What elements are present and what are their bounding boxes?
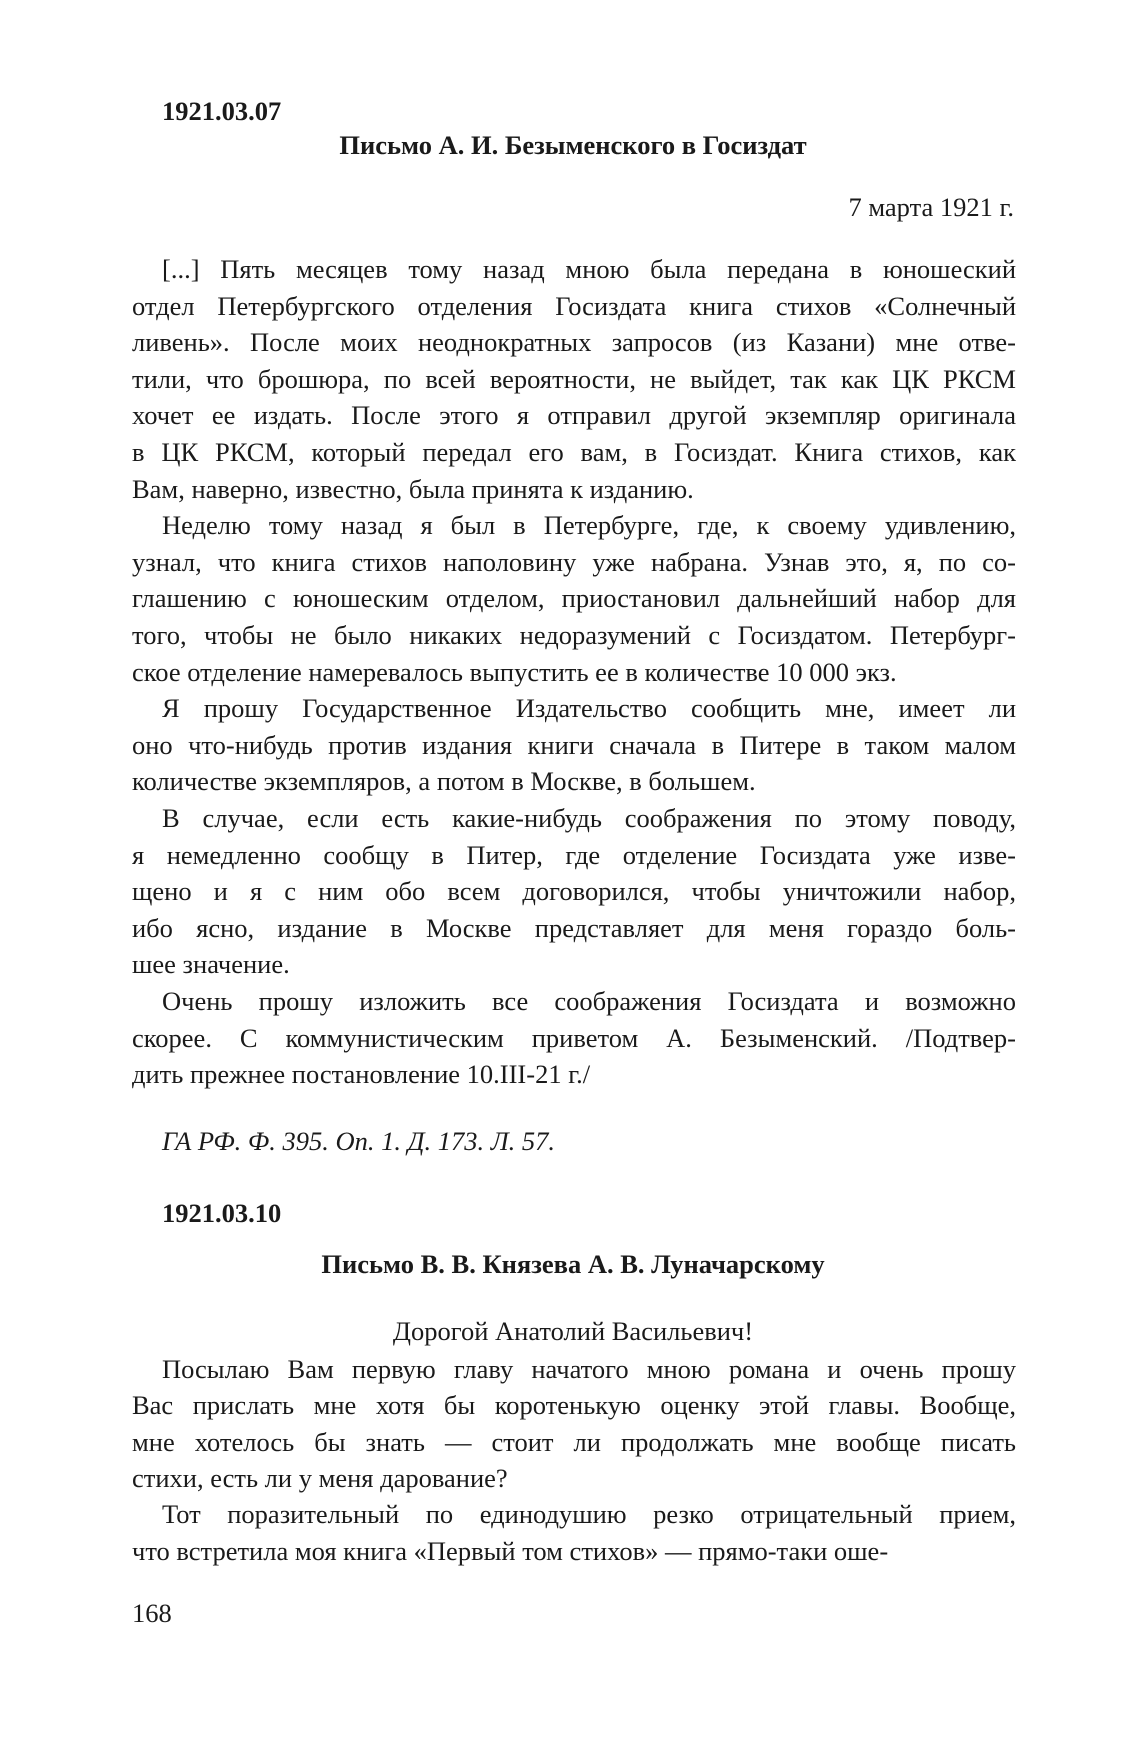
document-1-date: 7 марта 1921 г. bbox=[848, 192, 1014, 222]
text-line: отдел Петербургского отделения Госиздата книга стихов «Солнечный bbox=[132, 290, 1016, 321]
text-line: стихи, есть ли у меня дарование? bbox=[132, 1462, 508, 1493]
text-line: В случае, если есть какие-нибудь соображения по этому поводу, bbox=[162, 803, 1016, 833]
text-line: скорее. С коммунистическим приветом А. Безыменский. /Подтвер- bbox=[132, 1022, 1016, 1053]
text-line: Вам, наверно, известно, была принята к изданию. bbox=[132, 473, 694, 504]
text-line: ливень». После моих неоднократных запросов (из Казани) мне отве- bbox=[132, 327, 1016, 358]
text-line: Я прошу Государственное Издательство сообщить мне, имеет ли bbox=[162, 693, 1016, 724]
text-line: я немедленно сообщу в Питер, где отделение Госиздата уже изве- bbox=[132, 839, 1016, 870]
text-line: ское отделение намеревалось выпустить ее в количестве 10 000 экз. bbox=[132, 656, 897, 687]
text-line: того, чтобы не было никаких недоразумений с Госиздатом. Петербург- bbox=[132, 620, 1016, 650]
document-2-title: Письмо В. В. Князева А. В. Луначарскому bbox=[321, 1249, 825, 1279]
text-line: хочет ее издать. После этого я отправил другой экземпляр оригинала bbox=[132, 400, 1016, 431]
text-line: мне хотелось бы знать — стоит ли продолжать мне вообще писать bbox=[132, 1426, 1016, 1457]
document-2-id: 1921.03.10 bbox=[162, 1198, 282, 1228]
document-1-title: Письмо А. И. Безыменского в Госиздат bbox=[339, 130, 807, 160]
text-line: [...] Пять месяцев тому назад мною была передана в юношеский bbox=[162, 254, 1016, 284]
text-line: оно что-нибудь против издания книги сначала в Питере в таком малом bbox=[132, 729, 1016, 760]
text-line: узнал, что книга стихов наполовину уже набрана. Узнав это, я, по со- bbox=[132, 546, 1016, 577]
text-line: Неделю тому назад я был в Петербурге, где, к своему удивлению, bbox=[162, 510, 1016, 541]
document-1-citation: ГА РФ. Ф. 395. Оп. 1. Д. 173. Л. 57. bbox=[162, 1126, 556, 1156]
document-1-id: 1921.03.07 bbox=[162, 96, 282, 126]
document-2-greeting: Дорогой Анатолий Васильевич! bbox=[392, 1316, 754, 1346]
page-number: 168 bbox=[132, 1598, 172, 1628]
text-line: шее значение. bbox=[132, 949, 290, 980]
text-line: Тот поразительный по единодушию резко отрицательный прием, bbox=[162, 1499, 1016, 1530]
text-line: количестве экземпляров, а потом в Москве, в большем. bbox=[132, 766, 756, 797]
text-line: Вас прислать мне хотя бы коротенькую оценку этой главы. Вообще, bbox=[132, 1390, 1016, 1421]
text-line: что встретила моя книга «Первый том стихов» — прямо-таки оше- bbox=[132, 1535, 889, 1566]
text-line: щено и я с ним обо всем договорился, чтобы уничтожили набор, bbox=[132, 876, 1016, 907]
text-line: Посылаю Вам первую главу начатого мною романа и очень прошу bbox=[162, 1354, 1016, 1384]
text-line: в ЦК РКСМ, который передал его вам, в Госиздат. Книга стихов, как bbox=[132, 437, 1016, 467]
text-line: тили, что брошюра, по всей вероятности, не выйдет, так как ЦК РКСМ bbox=[132, 363, 1016, 394]
text-line: глашению с юношеским отделом, приостановил дальнейший набор для bbox=[132, 583, 1016, 614]
text-line: ибо ясно, издание в Москве представляет для меня гораздо боль- bbox=[132, 912, 1016, 943]
text-line: Очень прошу изложить все соображения Госиздата и возможно bbox=[162, 986, 1016, 1016]
text-line: дить прежнее постановление 10.III-21 г./ bbox=[132, 1059, 591, 1090]
